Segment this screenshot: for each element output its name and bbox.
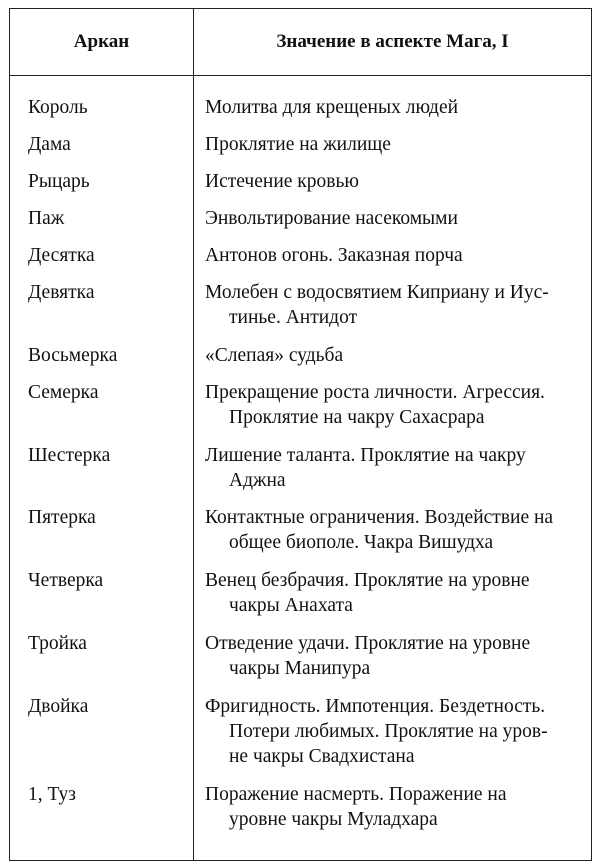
meaning-line: общее биополе. Чакра Вишудха <box>229 532 494 553</box>
meaning-cell <box>205 782 585 832</box>
meaning-cell <box>205 631 585 681</box>
table-row <box>10 505 591 568</box>
arcana-table <box>9 8 592 861</box>
meaning-line: «Слепая» судьба <box>205 345 344 366</box>
meaning-cell <box>205 243 585 268</box>
meaning-line: чакры Манипура <box>229 658 371 679</box>
meaning-cell <box>205 169 585 194</box>
table-row <box>10 280 591 343</box>
table-row <box>10 694 591 782</box>
meaning-line: Проклятие на чакру Сахасрара <box>229 407 485 428</box>
meaning-cell <box>205 280 585 330</box>
meaning-cell <box>205 443 585 493</box>
meaning-cell <box>205 206 585 231</box>
header-arcana: Аркан <box>73 31 130 52</box>
meaning-cell <box>205 505 585 555</box>
meaning-line: не чакры Свадхистана <box>229 746 415 767</box>
meaning-line: Прекращение роста личности. Агрессия. <box>205 382 545 403</box>
meaning-line: уровне чакры Муладхара <box>229 809 438 830</box>
table-row <box>10 631 591 694</box>
meaning-line: Истечение кровью <box>205 171 359 192</box>
meaning-line: тинье. Антидот <box>229 307 358 328</box>
arcana-cell: Пятерка <box>28 507 96 528</box>
table-row <box>10 243 591 280</box>
arcana-cell: Семерка <box>28 382 99 403</box>
arcana-cell: Девятка <box>28 282 95 303</box>
arcana-cell: Двойка <box>28 696 89 717</box>
arcana-cell: 1, Туз <box>28 784 76 805</box>
meaning-line: Отведение удачи. Проклятие на уровне <box>205 633 531 654</box>
table-row <box>10 132 591 169</box>
meaning-cell <box>205 95 585 120</box>
table-header <box>10 9 591 76</box>
table-row <box>10 380 591 443</box>
arcana-cell: Восьмерка <box>28 345 118 366</box>
meaning-line: Фригидность. Импотенция. Бездетность. <box>205 696 546 717</box>
meaning-line: Проклятие на жилище <box>205 134 391 155</box>
meaning-cell <box>205 694 585 769</box>
table-row <box>10 443 591 505</box>
arcana-cell: Паж <box>28 208 65 229</box>
meaning-cell <box>205 132 585 157</box>
meaning-line: Молебен с водосвятием Киприану и Иус- <box>205 282 549 303</box>
table-row <box>10 169 591 206</box>
arcana-cell: Рыцарь <box>28 171 90 192</box>
table-row <box>10 343 591 380</box>
arcana-cell: Десятка <box>28 245 95 266</box>
meaning-line: Поражение насмерть. Поражение на <box>205 784 507 805</box>
meaning-line: Лишение таланта. Проклятие на чакру <box>205 445 526 466</box>
table-row <box>10 206 591 243</box>
meaning-line: Венец безбрачия. Проклятие на уровне <box>205 570 530 591</box>
meaning-cell <box>205 343 585 368</box>
meaning-line: чакры Анахата <box>229 595 353 616</box>
table-row <box>10 568 591 631</box>
meaning-line: Аджна <box>229 470 286 491</box>
meaning-line: Молитва для крещеных людей <box>205 97 459 118</box>
arcana-cell: Дама <box>28 134 71 155</box>
meaning-cell <box>205 380 585 430</box>
arcana-cell: Шестерка <box>28 445 111 466</box>
meaning-line: Антонов огонь. Заказная порча <box>205 245 463 266</box>
meaning-cell <box>205 568 585 618</box>
arcana-cell: Четверка <box>28 570 104 591</box>
table-body <box>10 95 591 842</box>
arcana-cell: Король <box>28 97 88 118</box>
arcana-cell: Тройка <box>28 633 87 654</box>
table-row <box>10 782 591 842</box>
meaning-line: Энвольтирование насекомыми <box>205 208 458 229</box>
meaning-line: Потери любимых. Проклятие на уров- <box>229 721 548 742</box>
header-meaning: Значение в аспекте Мага, I <box>276 31 509 52</box>
meaning-line: Контактные ограничения. Воздействие на <box>205 507 554 528</box>
table-row <box>10 95 591 132</box>
